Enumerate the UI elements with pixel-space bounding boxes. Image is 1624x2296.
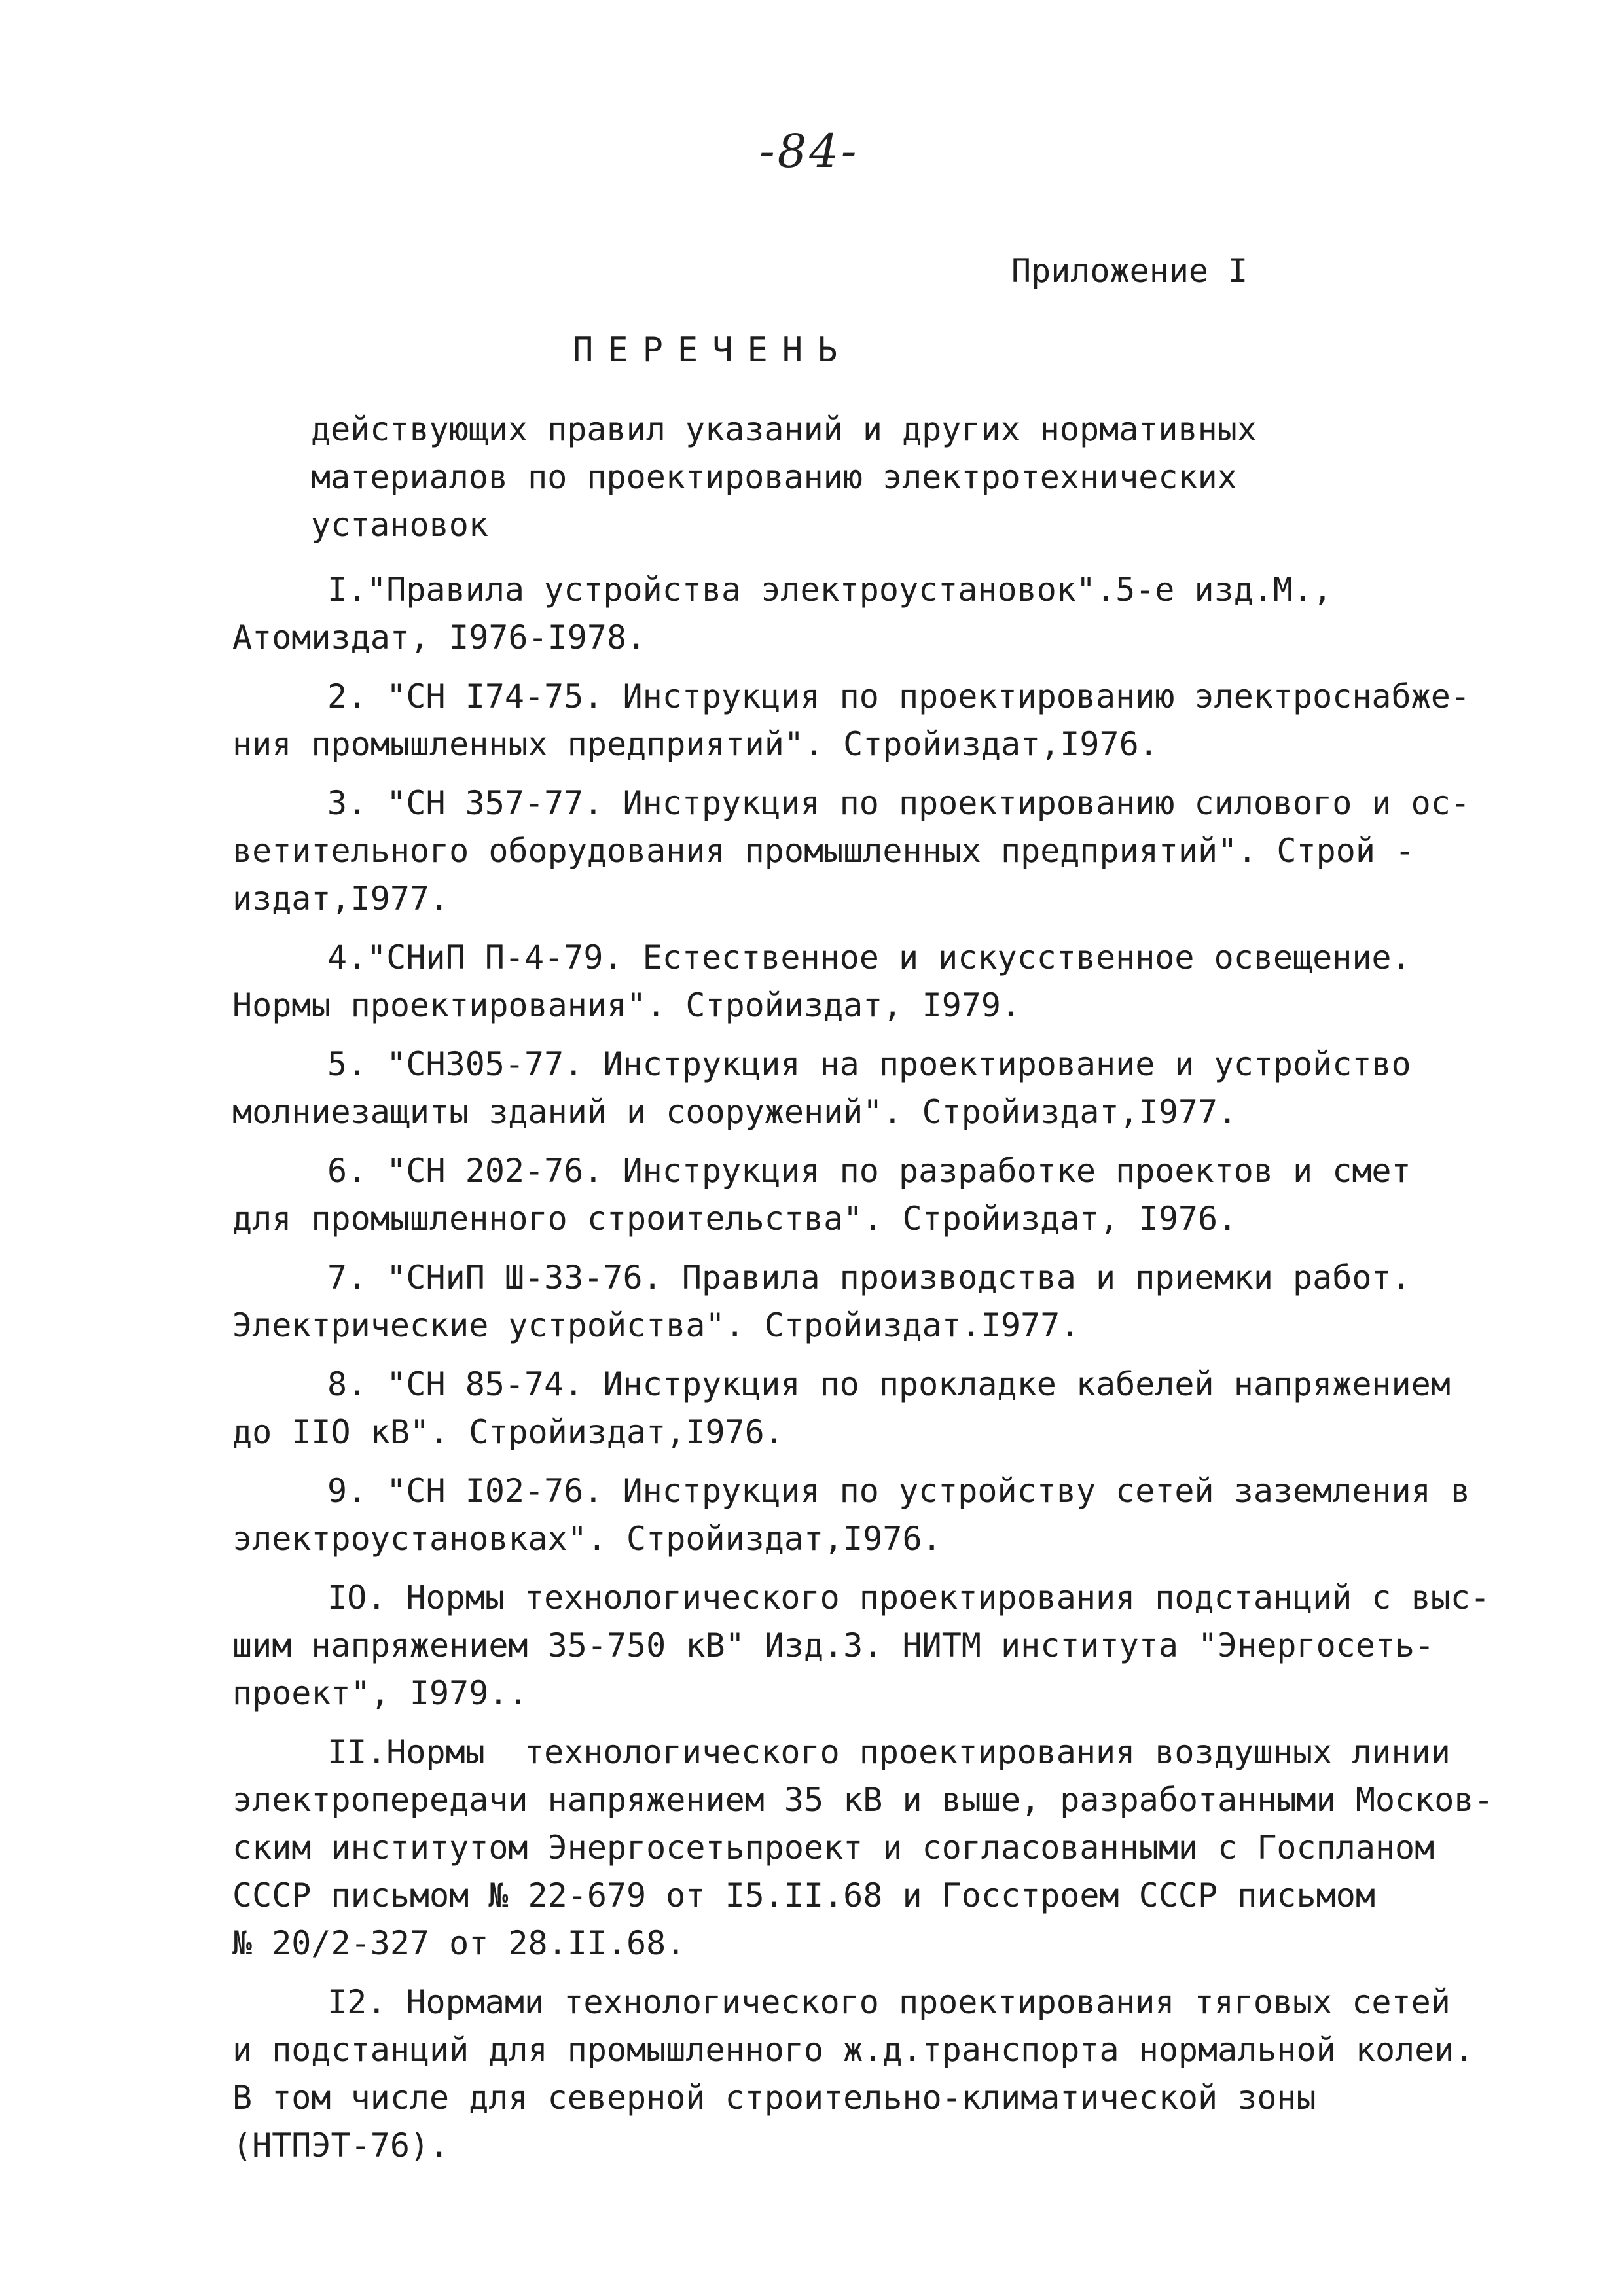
- appendix-label: Приложение I: [1011, 252, 1248, 290]
- item-line: ветительного оборудования промышленных предприятий". Строй -: [232, 832, 1415, 870]
- list-item: [232, 934, 1515, 1030]
- item-line: 6. "СН 202-76. Инструкция по разработке проектов и смет: [327, 1152, 1411, 1190]
- item-line: 5. "СН305-77. Инструкция на проектирование и устройство: [327, 1045, 1411, 1083]
- list-item: [232, 1467, 1515, 1563]
- list-title: ПЕРЕЧЕНЬ: [573, 331, 852, 370]
- item-line: электропередачи напряжением 35 кВ и выше, разработанными Москов-: [232, 1781, 1494, 1819]
- subtitle: [311, 406, 1332, 549]
- subtitle-line: установок: [311, 506, 488, 544]
- list-item: [232, 1147, 1515, 1243]
- item-line: шим напряжением 35-750 кВ" Изд.3. НИТМ института "Энергосеть-: [232, 1626, 1435, 1664]
- regulations-list: [232, 566, 1515, 2181]
- item-line: 7. "СНиП Ш-33-76. Правила производства и приемки работ.: [327, 1259, 1411, 1297]
- list-item: [232, 1979, 1515, 2170]
- item-line: I2. Нормами технологического проектирования тяговых сетей: [327, 1983, 1451, 2021]
- item-line: Атомиздат, I976-I978.: [232, 619, 647, 656]
- list-item: [232, 673, 1515, 768]
- item-line: 4."СНиП П-4-79. Естественное и искусственное освещение.: [327, 939, 1411, 977]
- item-line: ским институтом Энергосетьпроект и согласованными с Госпланом: [232, 1829, 1435, 1867]
- item-line: В том числе для северной строительно-климатической зоны: [232, 2079, 1316, 2117]
- list-item: [232, 1574, 1515, 1717]
- list-item: [232, 1361, 1515, 1456]
- item-line: 9. "СН I02-76. Инструкция по устройству сетей заземления в: [327, 1472, 1470, 1510]
- list-item: [232, 780, 1515, 923]
- item-line: ния промышленных предприятий". Стройиздат,I976.: [232, 725, 1159, 763]
- list-item: [232, 1254, 1515, 1350]
- item-line: IО. Нормы технологического проектирования подстанций с выс-: [327, 1579, 1490, 1617]
- item-line: (НТПЭТ-76).: [232, 2126, 450, 2164]
- list-item: [232, 1729, 1515, 1967]
- item-line: электроустановках". Стройиздат,I976.: [232, 1520, 942, 1558]
- item-line: 3. "СН 357-77. Инструкция по проектированию силового и ос-: [327, 784, 1470, 822]
- item-line: до IIО кВ". Стройиздат,I976.: [232, 1413, 784, 1451]
- item-line: молниезащиты зданий и сооружений". Стройиздат,I977.: [232, 1093, 1238, 1131]
- item-line: № 20/2-327 от 28.II.68.: [232, 1924, 686, 1962]
- subtitle-line: материалов по проектированию электротехнических: [311, 458, 1237, 496]
- item-line: Электрические устройства". Стройиздат.I977.: [232, 1306, 1080, 1344]
- subtitle-line: действующих правил указаний и других нормативных: [311, 410, 1257, 448]
- item-line: 8. "СН 85-74. Инструкция по прокладке кабелей напряжением: [327, 1365, 1451, 1403]
- page-number: -84-: [759, 124, 859, 178]
- item-line: и подстанций для промышленного ж.д.транспорта нормальной колеи.: [232, 2031, 1474, 2069]
- item-line: СССР письмом № 22-679 от I5.II.68 и Госстроем СССР письмом: [232, 1876, 1375, 1914]
- item-line: Нормы проектирования". Стройиздат, I979.: [232, 986, 1021, 1024]
- item-line: 2. "СН I74-75. Инструкция по проектированию электроснабже-: [327, 677, 1470, 715]
- item-line: I."Правила устройства электроустановок".5-е изд.М.,: [327, 571, 1333, 609]
- item-line: издат,I977.: [232, 880, 450, 918]
- list-item: [232, 566, 1515, 662]
- item-line: проект", I979..: [232, 1674, 528, 1712]
- item-line: II.Нормы технологического проектирования воздушных линии: [327, 1733, 1451, 1771]
- list-item: [232, 1041, 1515, 1136]
- item-line: для промышленного строительства". Стройиздат, I976.: [232, 1200, 1238, 1238]
